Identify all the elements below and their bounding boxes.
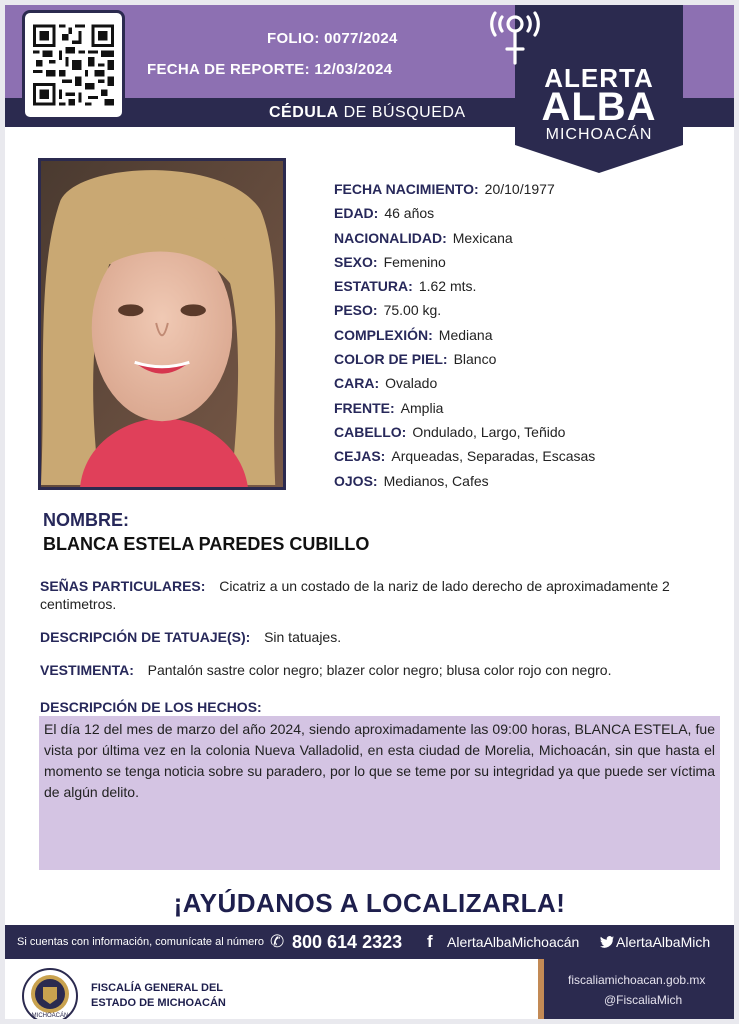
report-date: FECHA DE REPORTE: 12/03/2024 [147, 61, 393, 78]
person-details [334, 177, 714, 493]
institution-name-line2: ESTADO DE MICHOACÁN [91, 997, 226, 1009]
detail-row [334, 420, 714, 444]
detail-value: Ovalado [385, 375, 438, 392]
detail-row [334, 177, 714, 201]
detail-row [334, 250, 714, 274]
detail-value: Arqueadas, Separadas, Escasas [391, 448, 596, 465]
alert-signal-icon [486, 5, 544, 65]
badge-word-alba: ALBA [541, 85, 657, 129]
detail-row [334, 396, 714, 420]
clothing-value: Pantalón sastre color negro; blazer color negro; blusa color rojo con negro. [147, 662, 612, 678]
detail-value: Amplia [400, 399, 444, 416]
person-name: BLANCA ESTELA PAREDES CUBILLO [43, 534, 370, 554]
badge-word-alerta: ALERTA [544, 63, 654, 93]
facebook-icon: f [427, 932, 433, 951]
events-description: El día 12 del mes de marzo del año 2024, siendo aproximadamente las 09:00 horas, BLANCA ESTELA, fue vista por última vez en la colonia Nueva Valladolid, en esta ciudad de Morelia, Michoacán, sin que hasta el momento se tenga noticia sobre su paradero, por lo que se teme por su integridad ya que puede ser víctima de algún delito. [39, 716, 720, 870]
detail-row [334, 469, 714, 493]
detail-row [334, 444, 714, 468]
contact-prompt: Si cuentas con información, comunícate al número [17, 936, 265, 948]
distinguishing-marks [40, 577, 716, 613]
detail-value: Medianos, Cafes [383, 472, 489, 489]
fge-seal-icon: MICHOACÁN FGE [21, 967, 79, 1019]
footer-links [538, 959, 734, 1019]
detail-row [334, 347, 714, 371]
detail-row [334, 201, 714, 225]
detail-label: CABELLO: [334, 423, 407, 440]
detail-value: 75.00 kg. [383, 302, 442, 319]
document-type-title [269, 104, 466, 122]
contact-bar [5, 925, 734, 959]
detail-row [334, 298, 714, 322]
phone-icon: ✆ [270, 932, 285, 951]
events-label: DESCRIPCIÓN DE LOS HECHOS: [40, 699, 262, 715]
footer-institution [5, 959, 538, 1024]
detail-row [334, 226, 714, 250]
detail-value: 20/10/1977 [484, 181, 555, 197]
qr-code-icon [22, 10, 125, 120]
clothing-description [40, 661, 716, 679]
detail-value: Mediana [438, 326, 493, 343]
tattoo-label: DESCRIPCIÓN DE TATUAJE(S): [40, 629, 251, 645]
detail-value: 1.62 mts. [418, 278, 477, 295]
document-type-rest: DE BÚSQUEDA [338, 104, 466, 121]
detail-row [334, 371, 714, 395]
detail-value: Blanco [453, 351, 497, 368]
detail-row [334, 274, 714, 298]
detail-label: ESTATURA: [334, 278, 413, 295]
detail-label: FECHA NACIMIENTO: [334, 181, 479, 197]
tattoo-value: Sin tatuajes. [264, 629, 342, 645]
institution-name-line1: FISCALÍA GENERAL DEL [91, 982, 224, 994]
detail-value: 46 años [384, 205, 435, 222]
website-link[interactable]: fiscaliamichoacan.gob.mx [568, 973, 706, 987]
social-handle[interactable]: @FiscaliaMich [604, 993, 683, 1007]
call-to-action: ¡AYÚDANOS A LOCALIZARLA! [173, 888, 566, 918]
facebook-handle[interactable]: AlertaAlbaMichoacán [447, 934, 580, 950]
distinguishing-marks-label: SEÑAS PARTICULARES: [40, 578, 206, 594]
tattoo-description [40, 628, 716, 646]
seal-text-state: MICHOACÁN [31, 1013, 69, 1019]
detail-label: SEXO: [334, 253, 378, 270]
phone-number[interactable]: 800 614 2323 [292, 932, 403, 952]
distinguishing-marks-value: Cicatriz a un costado de la nariz de lado derecho de aproximadamente 2 centimetros. [40, 578, 670, 612]
folio-number: FOLIO: 0077/2024 [267, 30, 398, 47]
detail-value: Femenino [383, 253, 446, 270]
clothing-label: VESTIMENTA: [40, 662, 134, 678]
detail-label: NACIONALIDAD: [334, 229, 447, 246]
detail-value: Ondulado, Largo, Teñido [412, 423, 566, 440]
name-label: NOMBRE: [43, 510, 129, 530]
detail-label: COMPLEXIÓN: [334, 326, 433, 343]
detail-label: FRENTE: [334, 399, 395, 416]
twitter-icon [599, 925, 615, 959]
detail-label: OJOS: [334, 472, 378, 489]
detail-label: CEJAS: [334, 448, 386, 465]
alerta-alba-badge [515, 5, 683, 173]
detail-row [334, 323, 714, 347]
detail-label: PESO: [334, 302, 378, 319]
detail-label: COLOR DE PIEL: [334, 351, 448, 368]
detail-label: EDAD: [334, 205, 379, 222]
detail-label: CARA: [334, 375, 380, 392]
person-photo [38, 158, 286, 490]
detail-value: Mexicana [452, 229, 513, 246]
badge-word-state: MICHOACÁN [545, 126, 653, 143]
document-type-bold: CÉDULA [269, 104, 339, 121]
twitter-handle[interactable]: AlertaAlbaMich [616, 934, 711, 950]
missing-person-poster [5, 5, 734, 1024]
